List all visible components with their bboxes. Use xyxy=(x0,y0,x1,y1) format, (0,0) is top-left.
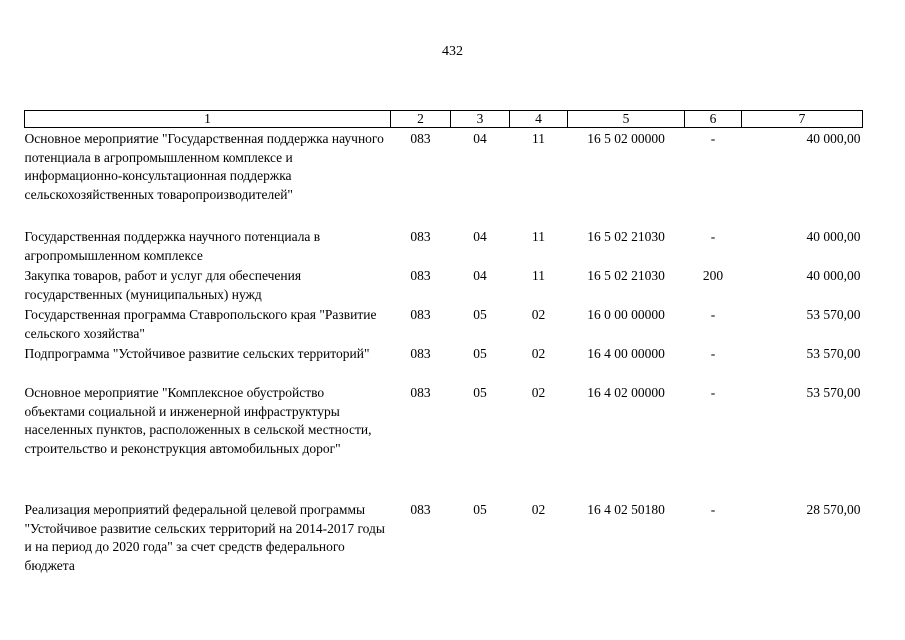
row-target-article: 16 5 02 21030 xyxy=(587,229,665,244)
row-ministry-code: 083 xyxy=(410,307,431,322)
page-number: 432 xyxy=(442,44,463,59)
row-expense-type: 200 xyxy=(702,268,724,283)
table-row xyxy=(25,226,863,265)
header-col-4: 4 xyxy=(510,111,568,128)
row-subsection-code: 02 xyxy=(531,502,546,517)
row-section-code: 05 xyxy=(473,346,487,361)
row-target-article: 16 4 00 00000 xyxy=(587,346,665,361)
row-amount: 40 000,00 xyxy=(806,268,861,283)
row-name: Государственная программа Ставропольского края "Развитие сельского хозяйства" xyxy=(24,307,377,341)
row-section-code: 04 xyxy=(473,268,487,283)
table-row xyxy=(25,265,863,304)
row-ministry-code: 083 xyxy=(410,131,431,146)
header-col-2: 2 xyxy=(391,111,451,128)
row-ministry-code: 083 xyxy=(410,268,431,283)
header-col-5: 5 xyxy=(568,111,685,128)
row-name: Закупка товаров, работ и услуг для обеспечения государственных (муниципальных) нужд xyxy=(24,268,302,302)
row-expense-type: - xyxy=(710,131,716,146)
row-ministry-code: 083 xyxy=(410,346,431,361)
row-subsection-code: 11 xyxy=(532,131,545,146)
row-ministry-code: 083 xyxy=(410,385,431,400)
table-row xyxy=(25,128,863,227)
row-subsection-code: 02 xyxy=(531,307,546,322)
row-amount: 40 000,00 xyxy=(806,229,861,244)
row-expense-type: - xyxy=(710,502,716,517)
row-ministry-code: 083 xyxy=(410,502,431,517)
table-row xyxy=(25,304,863,343)
row-target-article: 16 4 02 00000 xyxy=(587,385,665,400)
row-section-code: 05 xyxy=(473,385,487,400)
table-row xyxy=(25,382,863,499)
row-amount: 28 570,00 xyxy=(806,502,861,517)
row-target-article: 16 5 02 21030 xyxy=(587,268,665,283)
row-amount: 53 570,00 xyxy=(806,346,861,361)
row-amount: 53 570,00 xyxy=(806,307,861,322)
row-name: Основное мероприятие "Государственная поддержка научного потенциала в агропромышленном комплексе и информационно-консультационная поддержка сельскохозяйственных товаропроизводителей" xyxy=(24,131,384,202)
row-expense-type: - xyxy=(710,307,716,322)
budget-table xyxy=(24,110,863,581)
row-name: Реализация мероприятий федеральной целевой программы "Устойчивое развитие сельских территорий на 2014-2017 годы и на период до 2020 года" за счет средств федерального бюджета xyxy=(24,502,385,573)
row-subsection-code: 11 xyxy=(532,268,545,283)
row-ministry-code: 083 xyxy=(410,229,431,244)
row-section-code: 04 xyxy=(473,131,487,146)
row-section-code: 05 xyxy=(473,307,487,322)
row-name: Подпрограмма "Устойчивое развитие сельских территорий" xyxy=(24,346,370,361)
row-name: Государственная поддержка научного потенциала в агропромышленном комплексе xyxy=(24,229,321,263)
row-target-article: 16 0 00 00000 xyxy=(587,307,665,322)
row-amount: 53 570,00 xyxy=(806,385,861,400)
header-col-6: 6 xyxy=(685,111,742,128)
row-subsection-code: 02 xyxy=(531,346,546,361)
header-col-1: 1 xyxy=(25,111,391,128)
header-col-7: 7 xyxy=(742,111,863,128)
row-expense-type: - xyxy=(710,229,716,244)
row-expense-type: - xyxy=(710,346,716,361)
row-amount: 40 000,00 xyxy=(806,131,861,146)
header-col-3: 3 xyxy=(451,111,510,128)
row-name: Основное мероприятие "Комплексное обустройство объектами социальной и инженерной инфраструктуры населенных пунктов, расположенных в сельской местности, строительство и реконструкция автомобильных дорог" xyxy=(24,385,372,456)
row-target-article: 16 5 02 00000 xyxy=(587,131,665,146)
row-subsection-code: 02 xyxy=(531,385,546,400)
row-section-code: 04 xyxy=(473,229,487,244)
table-row xyxy=(25,343,863,382)
row-subsection-code: 11 xyxy=(532,229,545,244)
table-row xyxy=(25,499,863,581)
row-expense-type: - xyxy=(710,385,716,400)
header-row xyxy=(25,111,863,128)
row-section-code: 05 xyxy=(473,502,487,517)
row-target-article: 16 4 02 50180 xyxy=(587,502,665,517)
